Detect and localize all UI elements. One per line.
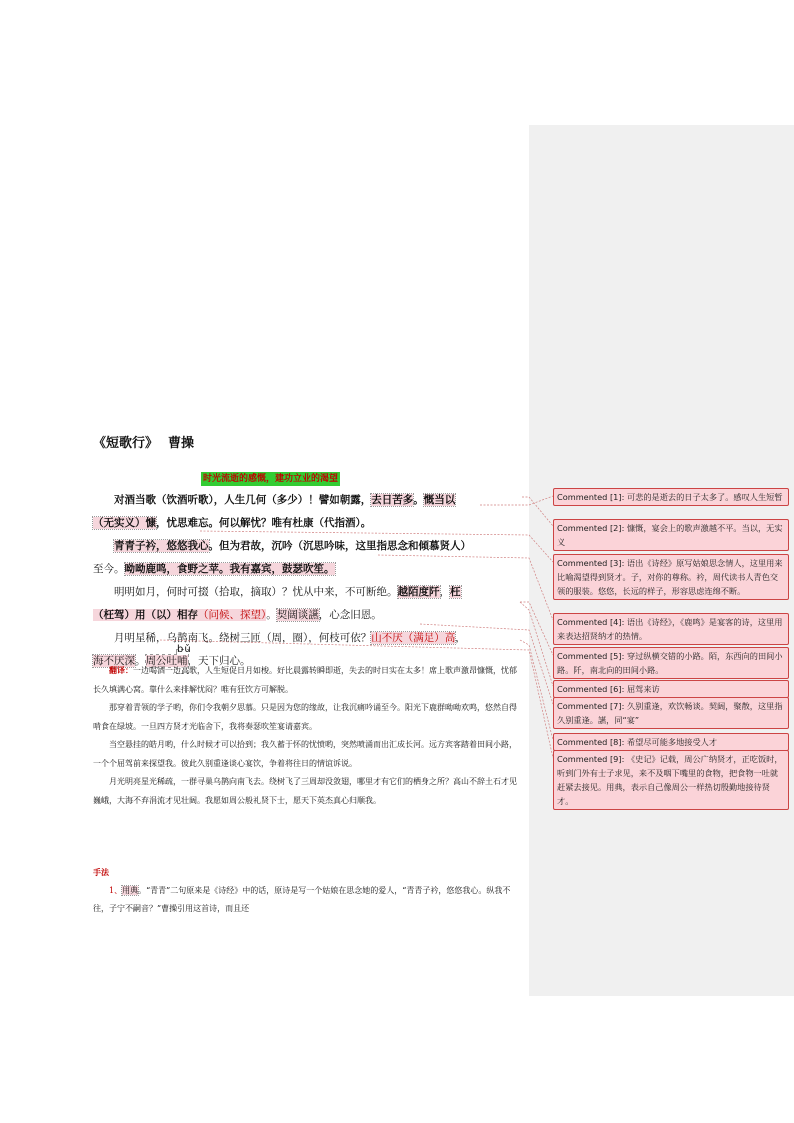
title-author: 曹操 bbox=[168, 436, 195, 451]
annot-9-span[interactable]: 周公吐 bǔ 哺 bbox=[146, 655, 188, 667]
pinyin-ruby: bǔ 哺 bbox=[177, 650, 188, 673]
techniques-heading: 手法 bbox=[93, 867, 109, 877]
poem-line-2: （无实义）慷，忧思难忘。何以解忧？唯有杜康（代指酒）。 bbox=[93, 517, 372, 529]
annot-4-span[interactable]: 呦呦鹿鸣，食野之苹。我有嘉宾，鼓瑟吹笙。 bbox=[124, 563, 335, 575]
poem-line-6: （枉驾）用（以）相存（问候、探望）。契阔谈讌，心念旧恩。 bbox=[93, 609, 382, 621]
annot-2-span-b[interactable]: （无实义）慷 bbox=[93, 517, 156, 529]
annot-7-span[interactable]: 契阔谈讌 bbox=[276, 609, 319, 621]
comment-8[interactable]: Commented [8]: 希望尽可能多地接受人才 bbox=[553, 733, 789, 751]
comment-3[interactable]: Commented [3]: 语出《诗经》原写姑娘思念情人，这里用来比喻渴望得到贤才。子，对你的尊称。衿，周代读书人青色交领的服装。悠悠，长远的样子，形容思虑连绵不断。 bbox=[553, 554, 789, 600]
poem-line-8: 海不厌深。周公吐 bǔ 哺，天下归心。 bbox=[93, 650, 523, 673]
poem-line-4: 至今。呦呦鹿鸣，食野之苹。我有嘉宾，鼓瑟吹笙。 bbox=[93, 563, 335, 575]
pinyin: bǔ bbox=[177, 644, 192, 655]
comment-9[interactable]: Commented [9]: 《史记》记载，周公广纳贤才，正吃饭时，听到门外有士子求见，来不及咽下嘴里的食物，把食物一吐就赶紧去接见。用典，表示自己像周公一样热切殷勤地接待贤才。 bbox=[553, 750, 789, 810]
theme-banner: 时光流逝的感慨，建功立业的渴望 bbox=[203, 474, 339, 484]
annot-6-span-b[interactable]: （枉驾）用（以）相存 bbox=[93, 609, 198, 621]
comment-6[interactable]: Commented [6]: 屈驾来访 bbox=[553, 680, 789, 698]
annot-8-span-b[interactable]: 海不厌深 bbox=[93, 655, 135, 667]
translation-para-3: 当空悬挂的皓月哟，什么时候才可以拾到；我久蓄于怀的忧愤哟，突然喷涌而出汇成长河。远方宾客踏着田间小路，一个个屈驾前来探望我。彼此久别重逢谈心宴饮，争着将往日的情谊诉说。 bbox=[93, 740, 517, 768]
techniques-para: 1、用典。“青青”二句原来是《诗经》中的话，原诗是写一个姑娘在思念她的爱人，“青青子衿，悠悠我心。纵我不往，子宁不嗣音？”曹操引用这首诗，而且还 bbox=[93, 885, 511, 913]
translation-para-1: 翻译：一边喝酒一边高歌，人生短促日月如梭。好比晨露转瞬即逝，失去的时日实在太多！席上歌声激昂慷慨，忧郁长久填满心窝。靠什么来排解忧闷？唯有狂饮方可解脱。 bbox=[93, 665, 517, 694]
poem-line-3: 青青子衿，悠悠我心。但为君故，沉吟（沉思吟味，这里指思念和倾慕贤人） bbox=[114, 540, 471, 552]
translation-para-4: 月光明亮星光稀疏，一群寻巢乌鹊向南飞去。绕树飞了三周却没敛翅，哪里才有它们的栖身之所？高山不辞土石才见巍峨，大海不弃涓流才见壮阔。我愿如周公般礼贤下士，愿天下英杰真心归顺我。 bbox=[93, 777, 517, 805]
poem-line-7: 月明星稀，乌鹊南飞。绕树三匝（周，圈），何枝可依？山不厌（满足）高， bbox=[114, 632, 466, 644]
comment-2[interactable]: Commented [2]: 慷慨，宴会上的歌声激越不平。当以，无实义 bbox=[553, 519, 789, 551]
poem-text bbox=[93, 489, 523, 673]
annot-5-span[interactable]: 越陌度阡 bbox=[397, 586, 440, 598]
comment-1[interactable]: Commented [1]: 可悲的是逝去的日子太多了。感叹人生短暂 bbox=[553, 488, 789, 506]
annot-6-span-a[interactable]: 枉 bbox=[450, 586, 461, 598]
comment-7[interactable]: Commented [7]: 久别重逢，欢饮畅谈。契阔，聚散，这里指久别重逢。讌，同“宴” bbox=[553, 697, 789, 729]
translation-section bbox=[93, 661, 523, 810]
techniques-section bbox=[93, 863, 523, 919]
annot-1-span[interactable]: 去日苦多 bbox=[371, 494, 414, 506]
comment-4[interactable]: Commented [4]: 语出《诗经》，《鹿鸣》是宴客的诗，这里用来表达招贤纳才的热情。 bbox=[553, 613, 789, 645]
techniques-term[interactable]: 用典 bbox=[122, 885, 139, 895]
poem-line-1: 对酒当歌（饮酒听歌），人生几何（多少）！譬如朝露，去日苦多。慨当以 bbox=[114, 494, 456, 506]
title-work: 《短歌行》 bbox=[93, 436, 159, 451]
annot-2-span-a[interactable]: 慨当以 bbox=[423, 494, 456, 506]
translation-para-2: 那穿着青领的学子哟，你们令我朝夕思慕。只是因为您的缘故，让我沉痛吟诵至今。阳光下鹿群呦呦欢鸣，悠然自得啃食在绿坡。一旦四方贤才光临舍下，我将奏瑟吹笙宴请嘉宾。 bbox=[93, 703, 517, 731]
doc-title bbox=[93, 432, 194, 451]
poem-line-5: 明明如月，何时可掇（拾取，摘取）？忧从中来，不可断绝。越陌度阡，枉 bbox=[114, 586, 461, 598]
annot-8-span-a[interactable]: 山不厌（满足）高 bbox=[371, 632, 456, 644]
comment-5[interactable]: Commented [5]: 穿过纵横交错的小路。陌，东西向的田间小路。阡，南北向的田间小路。 bbox=[553, 647, 789, 679]
annot-3-span[interactable]: 青青子衿，悠悠我心 bbox=[114, 540, 209, 552]
translation-label: 翻译： bbox=[109, 665, 133, 675]
